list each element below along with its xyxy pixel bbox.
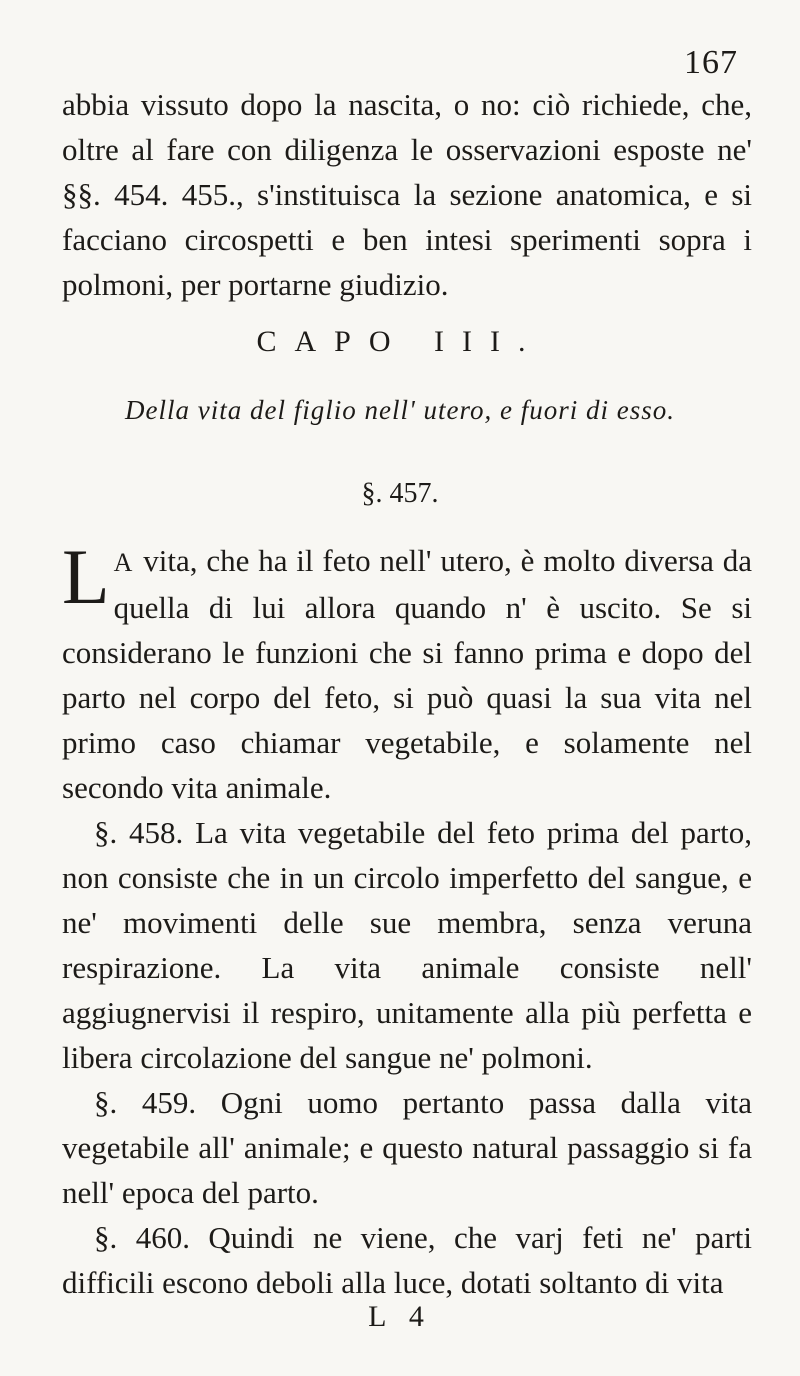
section-heading-457: §. 457. — [361, 478, 439, 509]
section-457-text: vita, che ha il feto nell' utero, è molto diversa da quella di lui allora quando n' è uscito. Se si considerano le funzioni che si fanno prima e dopo del parto nel corpo del feto, si può quasi la sua vita nel primo caso chiamar vegetabile, e solamente nel secondo vita animale. — [62, 543, 752, 805]
signature-mark: L 4 — [368, 1300, 432, 1333]
drop-cap: L — [62, 533, 110, 620]
section-460-paragraph: §. 460. Quindi ne viene, che varj feti ne' parti difficili escono deboli alla luce, dotati soltanto di vita — [62, 1220, 752, 1300]
section-459-paragraph: §. 459. Ogni uomo pertanto passa dalla vita vegetabile all' animale; e questo natural passaggio si fa nell' epoca del parto. — [62, 1085, 752, 1210]
section-457-paragraph — [62, 533, 752, 810]
body-text — [62, 533, 752, 1305]
section-458-paragraph: §. 458. La vita vegetabile del feto prima del parto, non consiste che in un circolo imperfetto del sangue, e ne' movimenti delle sue membra, senza veruna respirazione. La vita animale consiste nell' aggiugnervisi il respiro, unitamente alla più perfetta e libera circolazione del sangue ne' polmoni. — [62, 815, 752, 1075]
chapter-subtitle: Della vita del figlio nell' utero, e fuori di esso. — [125, 395, 675, 425]
page-number: 167 — [684, 44, 738, 81]
section-457-first-word: A — [113, 548, 135, 577]
continuation-paragraph — [62, 82, 752, 307]
top-paragraph-text: abbia vissuto dopo la nascita, o no: ciò richiede, che, oltre al fare con diligenza le osservazioni esposte ne' §§. 454. 455., s'instituisca la sezione anatomica, e si facciano circospetti e ben intesi sperimenti sopra i polmoni, per portarne giudizio. — [62, 87, 752, 302]
chapter-title: CAPO III. — [256, 325, 544, 358]
